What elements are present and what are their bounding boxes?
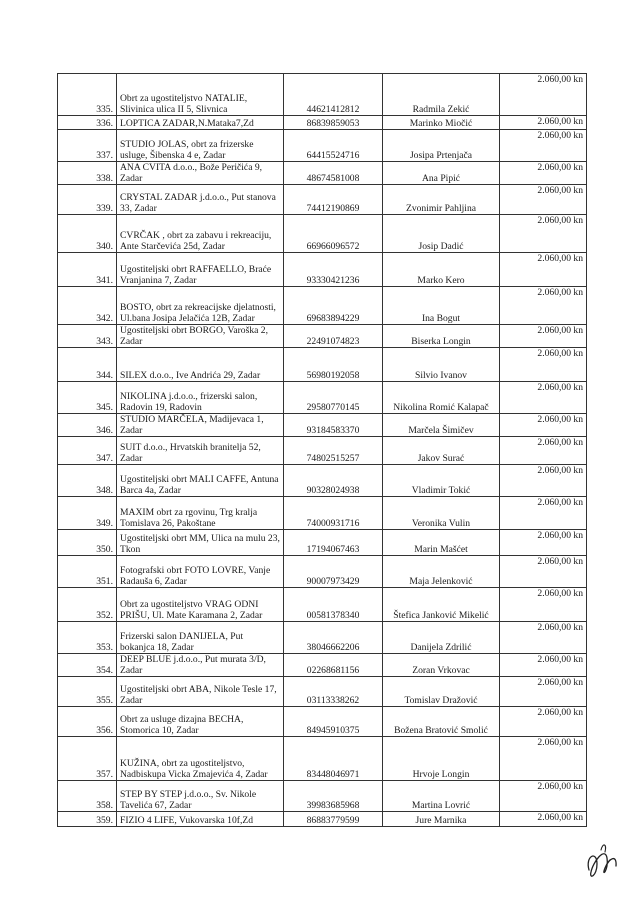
cell-name: Obrt za usluge dizajna BECHA, Stomorica 10, Zadar (117, 707, 284, 737)
cell-num: 354. (58, 654, 117, 677)
cell-oib: 39983685968 (284, 781, 383, 812)
cell-oib: 64415524716 (284, 130, 383, 162)
cell-num: 338. (58, 162, 117, 185)
table-row (58, 530, 587, 556)
cell-oib: 66966096572 (284, 215, 383, 253)
cell-name: DEEP BLUE j.d.o.o., Put murata 3/D, Zadar (117, 654, 284, 677)
cell-person: Zvonimir Pahljina (383, 185, 500, 215)
cell-name: Ugostiteljski obrt MALI CAFFE, Antuna Barca 4a, Zadar (117, 465, 284, 497)
cell-num: 348. (58, 465, 117, 497)
cell-person: Hrvoje Longin (383, 737, 500, 781)
cell-num: 358. (58, 781, 117, 812)
cell-amount: 2.060,00 kn (500, 253, 587, 287)
table-row (58, 812, 587, 827)
cell-amount: 2.060,00 kn (500, 185, 587, 215)
cell-person: Veronika Vulin (383, 497, 500, 530)
payments-table (57, 73, 587, 827)
cell-num: 349. (58, 497, 117, 530)
table-row (58, 556, 587, 588)
cell-person: Jakov Surać (383, 437, 500, 465)
handwritten-signature-icon (583, 836, 623, 886)
cell-oib: 90328024938 (284, 465, 383, 497)
cell-name: SILEX d.o.o., Ive Andrića 29, Zadar (117, 348, 284, 382)
cell-person: Jure Marnika (383, 812, 500, 827)
cell-num: 356. (58, 707, 117, 737)
cell-name: SUIT d.o.o., Hrvatskih branitelja 52, Zadar (117, 437, 284, 465)
cell-amount: 2.060,00 kn (500, 654, 587, 677)
cell-num: 336. (58, 116, 117, 130)
cell-amount: 2.060,00 kn (500, 497, 587, 530)
cell-oib: 44621412812 (284, 74, 383, 116)
cell-amount: 2.060,00 kn (500, 588, 587, 622)
table-row (58, 465, 587, 497)
cell-num: 337. (58, 130, 117, 162)
cell-oib: 84945910375 (284, 707, 383, 737)
cell-oib: 00581378340 (284, 588, 383, 622)
cell-name: NIKOLINA j.d.o.o., frizerski salon, Radovin 19, Radovin (117, 382, 284, 414)
cell-name: ANA CVITA d.o.o., Bože Peričića 9, Zadar (117, 162, 284, 185)
cell-num: 340. (58, 215, 117, 253)
table-row (58, 287, 587, 325)
cell-num: 339. (58, 185, 117, 215)
cell-name: CRYSTAL ZADAR j.d.o.o., Put stanova 33, Zadar (117, 185, 284, 215)
cell-amount: 2.060,00 kn (500, 325, 587, 348)
table-row (58, 348, 587, 382)
cell-amount: 2.060,00 kn (500, 465, 587, 497)
cell-num: 351. (58, 556, 117, 588)
cell-person: Martina Lovrić (383, 781, 500, 812)
cell-name: CVRČAK , obrt za zabavu i rekreaciju, Ante Starčevića 25d, Zadar (117, 215, 284, 253)
table-row (58, 497, 587, 530)
cell-person: Josipa Prtenjača (383, 130, 500, 162)
cell-name: Obrt za ugostiteljstvo VRAG ODNI PRIŠU, Ul. Mate Karamana 2, Zadar (117, 588, 284, 622)
cell-num: 341. (58, 253, 117, 287)
cell-person: Ina Bogut (383, 287, 500, 325)
cell-num: 343. (58, 325, 117, 348)
cell-oib: 02268681156 (284, 654, 383, 677)
payments-table-body (58, 74, 587, 827)
cell-amount: 2.060,00 kn (500, 781, 587, 812)
cell-num: 344. (58, 348, 117, 382)
cell-amount: 2.060,00 kn (500, 737, 587, 781)
cell-num: 345. (58, 382, 117, 414)
cell-oib: 86883779599 (284, 812, 383, 827)
cell-name: STEP BY STEP j.d.o.o., Sv. Nikole Tavelića 67, Zadar (117, 781, 284, 812)
table-row (58, 215, 587, 253)
cell-amount: 2.060,00 kn (500, 812, 587, 827)
cell-oib: 38046662206 (284, 622, 383, 654)
cell-amount: 2.060,00 kn (500, 437, 587, 465)
cell-amount: 2.060,00 kn (500, 622, 587, 654)
table-row (58, 654, 587, 677)
cell-name: Ugostiteljski obrt BORGO, Varoška 2, Zadar (117, 325, 284, 348)
cell-amount: 2.060,00 kn (500, 130, 587, 162)
cell-oib: 56980192058 (284, 348, 383, 382)
cell-oib: 03113338262 (284, 677, 383, 707)
cell-oib: 29580770145 (284, 382, 383, 414)
cell-name: Fotografski obrt FOTO LOVRE, Vanje Radauša 6, Zadar (117, 556, 284, 588)
cell-name: MAXIM obrt za rgovinu, Trg kralja Tomislava 26, Pakoštane (117, 497, 284, 530)
cell-amount: 2.060,00 kn (500, 74, 587, 116)
cell-person: Ana Pipić (383, 162, 500, 185)
cell-num: 346. (58, 414, 117, 437)
cell-person: Štefica Janković Mikelić (383, 588, 500, 622)
cell-num: 352. (58, 588, 117, 622)
cell-oib: 48674581008 (284, 162, 383, 185)
cell-person: Silvio Ivanov (383, 348, 500, 382)
cell-name: Frizerski salon DANIJELA, Put bokanjca 18, Zadar (117, 622, 284, 654)
table-row (58, 162, 587, 185)
cell-oib: 74802515257 (284, 437, 383, 465)
cell-person: Marko Kero (383, 253, 500, 287)
cell-oib: 74000931716 (284, 497, 383, 530)
table-row (58, 414, 587, 437)
cell-num: 359. (58, 812, 117, 827)
cell-person: Božena Bratović Smolić (383, 707, 500, 737)
cell-name: FIZIO 4 LIFE, Vukovarska 10f,Zd (117, 812, 284, 827)
table-row (58, 116, 587, 130)
cell-num: 335. (58, 74, 117, 116)
cell-oib: 17194067463 (284, 530, 383, 556)
cell-person: Maja Jelenković (383, 556, 500, 588)
cell-oib: 86839859053 (284, 116, 383, 130)
cell-amount: 2.060,00 kn (500, 287, 587, 325)
cell-oib: 69683894229 (284, 287, 383, 325)
cell-person: Josip Dadić (383, 215, 500, 253)
cell-amount: 2.060,00 kn (500, 215, 587, 253)
cell-person: Tomislav Dražović (383, 677, 500, 707)
cell-amount: 2.060,00 kn (500, 162, 587, 185)
cell-amount: 2.060,00 kn (500, 348, 587, 382)
cell-person: Marinko Miočić (383, 116, 500, 130)
table-row (58, 622, 587, 654)
cell-person: Nikolina Romić Kalapač (383, 382, 500, 414)
table-row (58, 185, 587, 215)
cell-name: STUDIO JOLAS, obrt za frizerske usluge, Šibenska 4 e, Zadar (117, 130, 284, 162)
cell-person: Marin Mašćet (383, 530, 500, 556)
cell-amount: 2.060,00 kn (500, 382, 587, 414)
cell-name: STUDIO MARČELA, Madijevaca 1, Zadar (117, 414, 284, 437)
cell-amount: 2.060,00 kn (500, 556, 587, 588)
cell-person: Radmila Zekić (383, 74, 500, 116)
cell-name: BOSTO, obrt za rekreacijske djelatnosti, Ul.bana Josipa Jelačića 12B, Zadar (117, 287, 284, 325)
table-row (58, 677, 587, 707)
cell-person: Biserka Longin (383, 325, 500, 348)
cell-amount: 2.060,00 kn (500, 677, 587, 707)
cell-num: 342. (58, 287, 117, 325)
table-row (58, 588, 587, 622)
table-row (58, 781, 587, 812)
cell-num: 350. (58, 530, 117, 556)
cell-amount: 2.060,00 kn (500, 530, 587, 556)
cell-name: KUŽINA, obrt za ugostiteljstvo, Nadbiskupa Vicka Zmajevića 4, Zadar (117, 737, 284, 781)
cell-num: 355. (58, 677, 117, 707)
cell-oib: 22491074823 (284, 325, 383, 348)
cell-amount: 2.060,00 kn (500, 707, 587, 737)
cell-oib: 74412190869 (284, 185, 383, 215)
cell-person: Zoran Vrkovac (383, 654, 500, 677)
table-row (58, 437, 587, 465)
cell-oib: 83448046971 (284, 737, 383, 781)
table-row (58, 707, 587, 737)
cell-oib: 93330421236 (284, 253, 383, 287)
cell-num: 357. (58, 737, 117, 781)
cell-amount: 2.060,00 kn (500, 414, 587, 437)
cell-oib: 93184583370 (284, 414, 383, 437)
cell-name: Ugostiteljski obrt RAFFAELLO, Braće Vranjanina 7, Zadar (117, 253, 284, 287)
cell-person: Marčela Šimičev (383, 414, 500, 437)
cell-name: Ugostiteljski obrt MM, Ulica na mulu 23, Tkon (117, 530, 284, 556)
cell-name: Ugostiteljski obrt ABA, Nikole Tesle 17, Zadar (117, 677, 284, 707)
table-row (58, 382, 587, 414)
cell-person: Vladimir Tokić (383, 465, 500, 497)
table-row (58, 737, 587, 781)
table-row (58, 130, 587, 162)
table-row (58, 325, 587, 348)
cell-num: 347. (58, 437, 117, 465)
cell-person: Danijela Zdrilić (383, 622, 500, 654)
table-row (58, 74, 587, 116)
table-row (58, 253, 587, 287)
cell-amount: 2.060,00 kn (500, 116, 587, 130)
cell-name: Obrt za ugostiteljstvo NATALIE, Slivinica ulica II 5, Slivnica (117, 74, 284, 116)
cell-num: 353. (58, 622, 117, 654)
cell-oib: 90007973429 (284, 556, 383, 588)
cell-name: LOPTICA ZADAR,N.Mataka7,Zd (117, 116, 284, 130)
